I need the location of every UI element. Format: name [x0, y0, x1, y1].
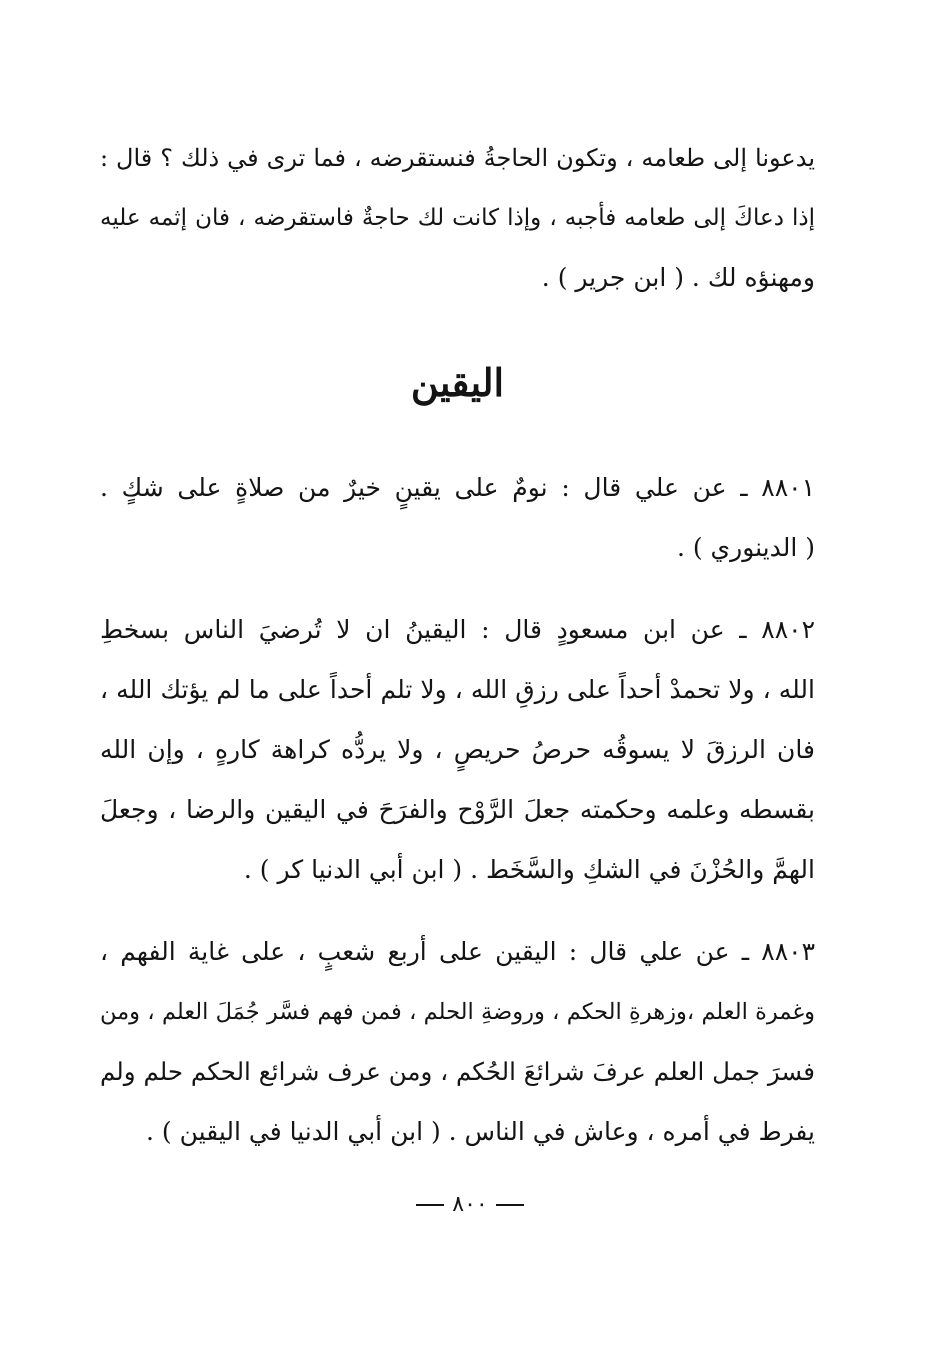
intro-paragraph [100, 128, 815, 308]
page-body [100, 128, 815, 1184]
text-line: ٨٨٠١ ـ عن علي قال : نومٌ على يقينٍ خيرٌ من صلاةٍ على شكٍ . [100, 473, 815, 502]
footer-dash [496, 1204, 524, 1206]
text-line: الله ، ولا تحمدْ أحداً على رزقِ الله ، ولا تلم أحداً على ما لم يؤتك الله ، [100, 675, 815, 704]
text-line: فسرَ جمل العلم عرفَ شرائعَ الحُكم ، ومن عرف شرائع الحكم حلم ولم [100, 1057, 815, 1086]
page-number: ٨٠٠ [452, 1192, 488, 1217]
section-heading: اليقين [410, 360, 505, 405]
text-line: ٨٨٠٣ ـ عن علي قال : اليقين على أربع شعبٍ ، على غاية الفهم ، [100, 937, 815, 966]
hadith-8801 [100, 458, 815, 578]
hadith-8802 [100, 600, 815, 900]
text-line: يفرط في أمره ، وعاش في الناس . ( ابن أبي الدنيا في اليقين ) . [146, 1117, 815, 1146]
page-footer [0, 1192, 940, 1217]
text-line: ومهنؤه لك . ( ابن جرير ) . [541, 263, 815, 292]
footer-dash [416, 1204, 444, 1206]
text-line: يدعونا إلى طعامه ، وتكون الحاجةُ فنستقرضه ، فما ترى في ذلك ؟ قال : [100, 144, 815, 172]
text-line: ٨٨٠٢ ـ عن ابن مسعودٍ قال : اليقينُ ان لا تُرضيَ الناس بسخطِ [100, 615, 815, 644]
text-line: بقسطه وعلمه وحكمته جعلَ الرَّوْح والفرَحَ في اليقين والرضا ، وجعلَ [100, 795, 815, 824]
hadith-8803 [100, 922, 815, 1162]
text-line: ( الدينوري ) . [676, 533, 815, 562]
text-line: وغمرة العلم ،وزهرةِ الحكم ، وروضةِ الحلم ، فمن فهم فسَّر جُمَلَ العلم ، ومن [100, 999, 815, 1025]
text-line: إذا دعاكَ إلى طعامه فأجبه ، وإذا كانت لك حاجةٌ فاستقرضه ، فان إثمه عليه [100, 205, 815, 231]
text-line: فان الرزقَ لا يسوقُه حرصُ حريصٍ ، ولا يردُّه كراهة كارهٍ ، وإن الله [100, 735, 815, 764]
text-line: الهمَّ والحُزْنَ في الشكِ والسَّخَط . ( ابن أبي الدنيا كر ) . [243, 855, 815, 884]
